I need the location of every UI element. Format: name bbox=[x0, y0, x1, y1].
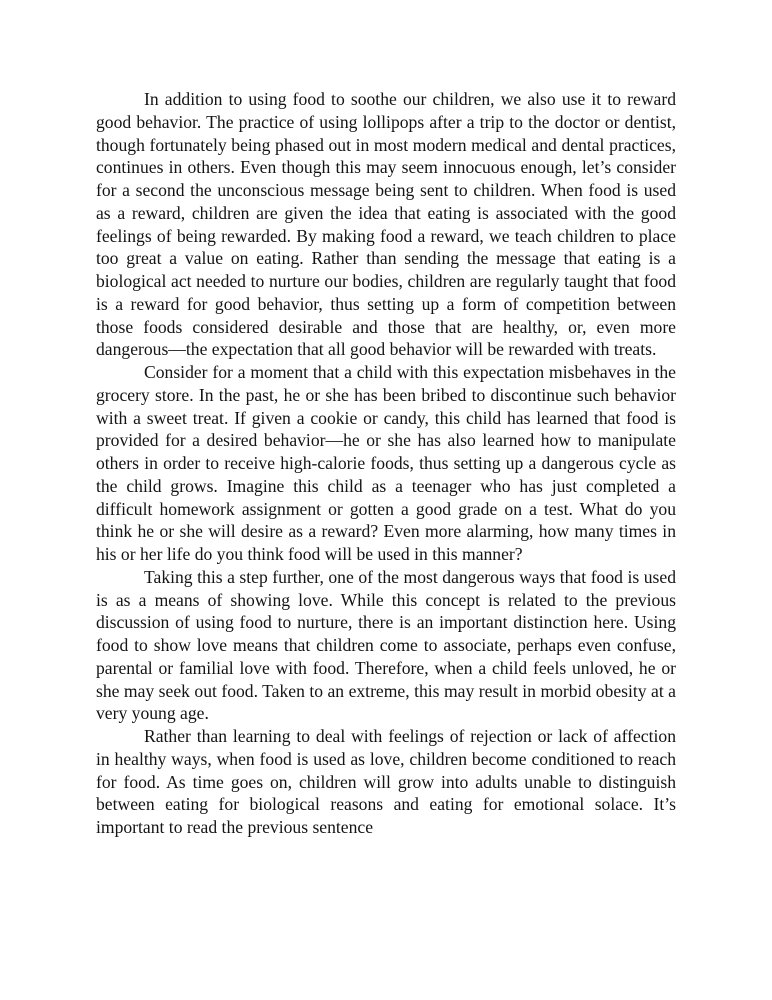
paragraph-emotional-eating: Rather than learning to deal with feelings of rejection or lack of affection in healthy ways, when food is used as love, children become conditioned to reach for food. As time goes on, children will grow into adults unable to distinguish between eating for biological reasons and eating for emotional solace. It’s important to read the previous sentence bbox=[96, 726, 676, 837]
paragraph-food-as-love: Taking this a step further, one of the most dangerous ways that food is used is as a means of showing love. While this concept is related to the previous discussion of using food to nurture, there is an important distinction here. Using food to show love means that children come to associate, perhaps even confuse, parental or familial love with food. Therefore, when a child feels unloved, he or she may seek out food. Taken to an extreme, this may result in morbid obesity at a very young age. bbox=[96, 566, 676, 724]
paragraph-food-as-reward: In addition to using food to soothe our children, we also use it to reward good behavior. The practice of using lollipops after a trip to the doctor or dentist, though fortunately being phased out in most modern medical and dental practices, continues in others. Even though this may seem innocuous enough, let’s consider for a second the unconscious message being sent to children. When food is used as a reward, children are given the idea that eating is associated with the good feelings of being rewarded. By making food a reward, we teach children to place too great a value on eating. Rather than sending the message that eating is a biological act needed to nurture our bodies, children are regularly taught that food is a reward for good behavior, thus setting up a form of competition between those foods considered desirable and those that are healthy, or, even more dangerous—the expectation that all good behavior will be rewarded with treats. bbox=[96, 89, 676, 360]
document-page bbox=[96, 88, 676, 839]
paragraph-grocery-store-example: Consider for a moment that a child with this expectation misbehaves in the grocery store. In the past, he or she has been bribed to discontinue such behavior with a sweet treat. If given a cookie or candy, this child has learned that food is provided for a desired behavior—he or she has also learned how to manipulate others in order to receive high-calorie foods, thus setting up a dangerous cycle as the child grows. Imagine this child as a teenager who has just completed a difficult homework assignment or gotten a good grade on a test. What do you think he or she will desire as a reward? Even more alarming, how many times in his or her life do you think food will be used in this manner? bbox=[96, 362, 676, 564]
